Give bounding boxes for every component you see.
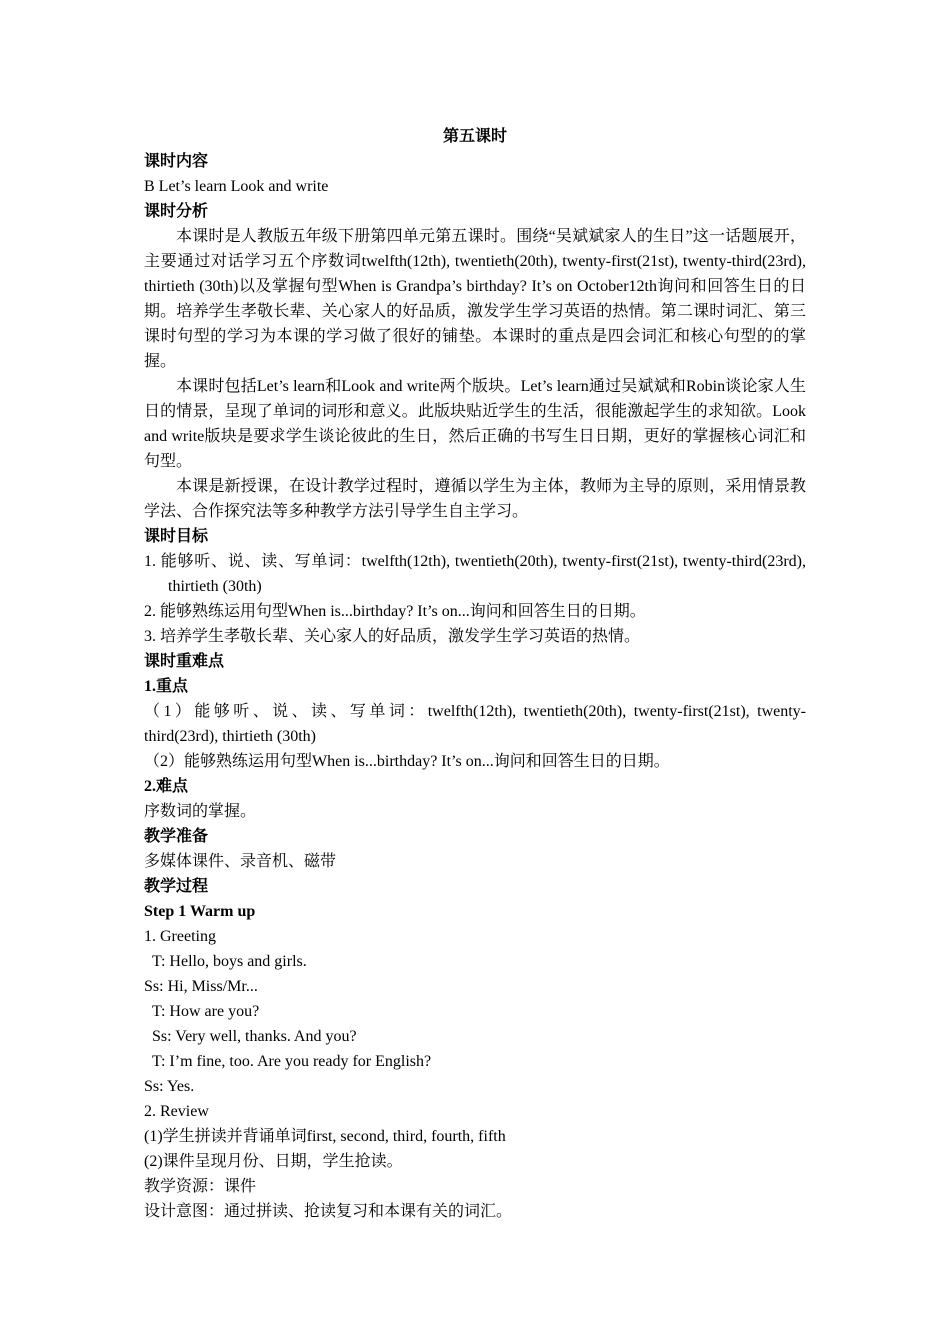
section-heading-preparation: 教学准备 (144, 828, 209, 845)
subheading-key: 1.重点 (144, 678, 189, 695)
dialogue-line: Ss: Yes. (144, 1078, 195, 1095)
section-heading-keypoints: 课时重难点 (144, 653, 225, 670)
preparation-text: 多媒体课件、录音机、磁带 (144, 853, 337, 870)
analysis-paragraph-3: 本课是新授课，在设计教学过程时，遵循以学生为主体，教师为主导的原则，采用情景教学法、合作探究法等多种教学方法引导学生自主学习。 (144, 478, 806, 520)
content-text: B Let’s learn Look and write (144, 178, 329, 195)
greeting-label: 1. Greeting (144, 928, 216, 945)
step-1-heading: Step 1 Warm up (144, 903, 256, 920)
dialogue-line: Ss: Very well, thanks. And you? (152, 1028, 357, 1045)
dialogue-line: T: I’m fine, too. Are you ready for English? (152, 1053, 432, 1070)
goal-item-2: 2. 能够熟练运用句型When is...birthday? It’s on...询问和回答生日的日期。 (144, 603, 646, 620)
section-heading-analysis: 课时分析 (144, 203, 209, 220)
resource-text: 教学资源：课件 (144, 1178, 257, 1195)
difficulty-item: 序数词的掌握。 (144, 803, 257, 820)
section-heading-goals: 课时目标 (144, 528, 209, 545)
analysis-paragraph-2: 本课时包括Let’s learn和Look and write两个版块。Let’s learn通过吴斌斌和Robin谈论家人生日的情景，呈现了单词的词形和意义。此版块贴近学生的生活，很能激起学生的求知欲。Look and write版块是要求学生谈论彼此的生日，然后正确的书写生日日期，更好的掌握核心词汇和句型。 (144, 378, 806, 470)
dialogue-line: T: Hello, boys and girls. (152, 953, 307, 970)
document-body (144, 124, 806, 1224)
subheading-difficulty: 2.难点 (144, 778, 189, 795)
review-item-2: (2)课件呈现月份、日期，学生抢读。 (144, 1153, 403, 1170)
key-item-1: （1）能够听、说、读、写单词：twelfth(12th), twentieth(20th), twenty-first(21st), twenty-third(23rd), thirtieth (30th) (144, 703, 806, 745)
key-item-2: （2）能够熟练运用句型When is...birthday? It’s on...询问和回答生日的日期。 (144, 753, 670, 770)
dialogue-line: Ss: Hi, Miss/Mr... (144, 978, 258, 995)
review-item-1: (1)学生拼读并背诵单词first, second, third, fourth, fifth (144, 1128, 506, 1145)
review-label: 2. Review (144, 1103, 209, 1120)
analysis-paragraph-1: 本课时是人教版五年级下册第四单元第五课时。围绕“吴斌斌家人的生日”这一话题展开，主要通过对话学习五个序数词twelfth(12th), twentieth(20th), twenty-first(21st), twenty-third(23rd), thirtieth (30th)以及掌握句型When is Grandpa’s birthday? It’s on October12th询问和回答生日的日期。培养学生孝敬长辈、关心家人的好品质，激发学生学习英语的热情。第二课时词汇、第三课时句型的学习为本课的学习做了很好的铺垫。本课时的重点是四会词汇和核心句型的的掌握。 (144, 228, 806, 370)
section-heading-content: 课时内容 (144, 153, 209, 170)
goal-item-1: 1. 能够听、说、读、写单词：twelfth(12th), twentieth(20th), twenty-first(21st), twenty-third(23rd), thirtieth (30th) (144, 553, 806, 595)
goal-item-3: 3. 培养学生孝敬长辈、关心家人的好品质，激发学生学习英语的热情。 (144, 628, 641, 645)
document-title: 第五课时 (442, 128, 507, 145)
intent-text: 设计意图：通过拼读、抢读复习和本课有关的词汇。 (144, 1203, 513, 1220)
dialogue-line: T: How are you? (152, 1003, 260, 1020)
section-heading-process: 教学过程 (144, 878, 209, 895)
